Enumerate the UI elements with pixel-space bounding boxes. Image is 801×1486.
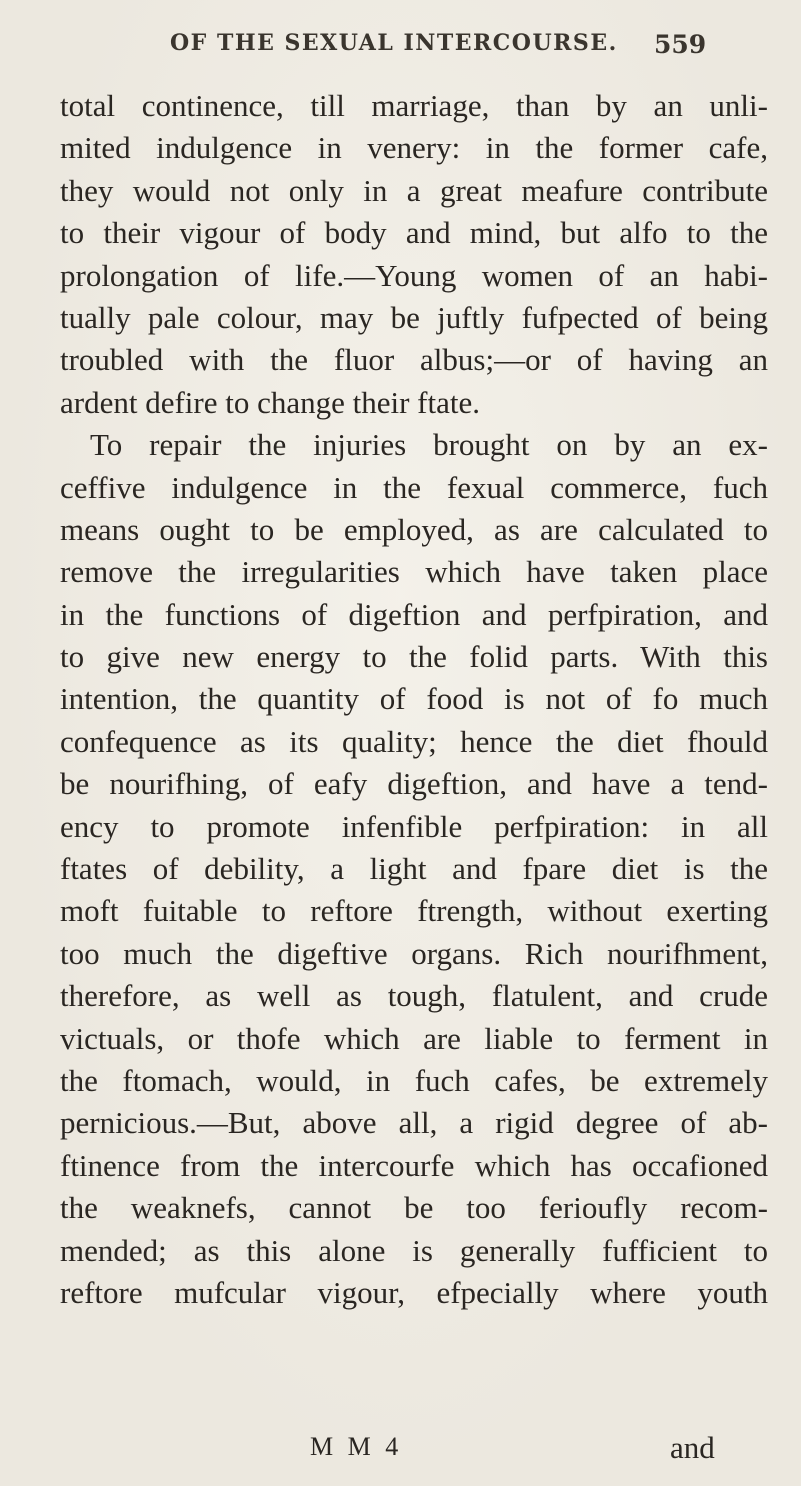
text-line: the weaknefs, cannot be too ferioufly recom- xyxy=(60,1190,768,1226)
text-line: reftore mufcular vigour, efpecially where youth xyxy=(60,1274,768,1310)
text-line: therefore, as well as tough, flatulent, and crude xyxy=(60,978,768,1014)
running-head: OF THE SEXUAL INTERCOURSE. xyxy=(170,30,618,56)
text-line: ftinence from the intercourfe which has occafioned xyxy=(60,1147,768,1183)
text-line: ftates of debility, a light and fpare diet is the xyxy=(60,851,768,887)
text-line: to their vigour of body and mind, but alfo to the xyxy=(60,215,768,251)
text-line: to give new energy to the folid parts. With this xyxy=(60,639,768,675)
page-number: 559 xyxy=(654,30,707,59)
page-header xyxy=(0,30,801,70)
text-line: confequence as its quality; hence the diet fhould xyxy=(60,723,768,759)
text-line: the ftomach, would, in fuch cafes, be extremely xyxy=(60,1062,768,1098)
signature-mark: M M 4 xyxy=(310,1432,403,1461)
text-line: total continence, till marriage, than by an unli- xyxy=(60,88,768,123)
text-line: be nourifhing, of eafy digeftion, and have a tend- xyxy=(60,766,768,802)
text-line: remove the irregularities which have taken place xyxy=(60,554,768,590)
text-line: victuals, or thofe which are liable to ferment in xyxy=(60,1020,768,1056)
text-line: To repair the injuries brought on by an ex- xyxy=(90,427,768,463)
page-footer xyxy=(0,1432,801,1476)
catchword: and xyxy=(670,1430,715,1465)
text-line: troubled with the fluor albus;—or of having an xyxy=(60,342,768,378)
text-line: in the functions of digeftion and perfpiration, and xyxy=(60,596,768,632)
text-line: too much the digeftive organs. Rich nourifhment, xyxy=(60,935,768,971)
text-line: ardent defire to change their ftate. xyxy=(60,384,480,420)
text-line: prolongation of life.—Young women of an habi- xyxy=(60,257,768,293)
text-line: mended; as this alone is generally fufficient to xyxy=(60,1232,768,1268)
text-line: pernicious.—But, above all, a rigid degree of ab- xyxy=(60,1105,768,1141)
text-line: ceffive indulgence in the fexual commerce, fuch xyxy=(60,469,768,505)
body-text xyxy=(60,85,768,1314)
text-line: ency to promote infenfible perfpiration: in all xyxy=(60,808,768,844)
text-line: moft fuitable to reftore ftrength, without exerting xyxy=(60,893,768,929)
text-line: means ought to be employed, as are calculated to xyxy=(60,511,768,547)
text-line: tually pale colour, may be juftly fufpected of being xyxy=(60,299,768,335)
text-line: mited indulgence in venery: in the former cafe, xyxy=(60,130,768,166)
text-line: intention, the quantity of food is not of fo much xyxy=(60,681,768,717)
text-line: they would not only in a great meafure contribute xyxy=(60,172,768,208)
